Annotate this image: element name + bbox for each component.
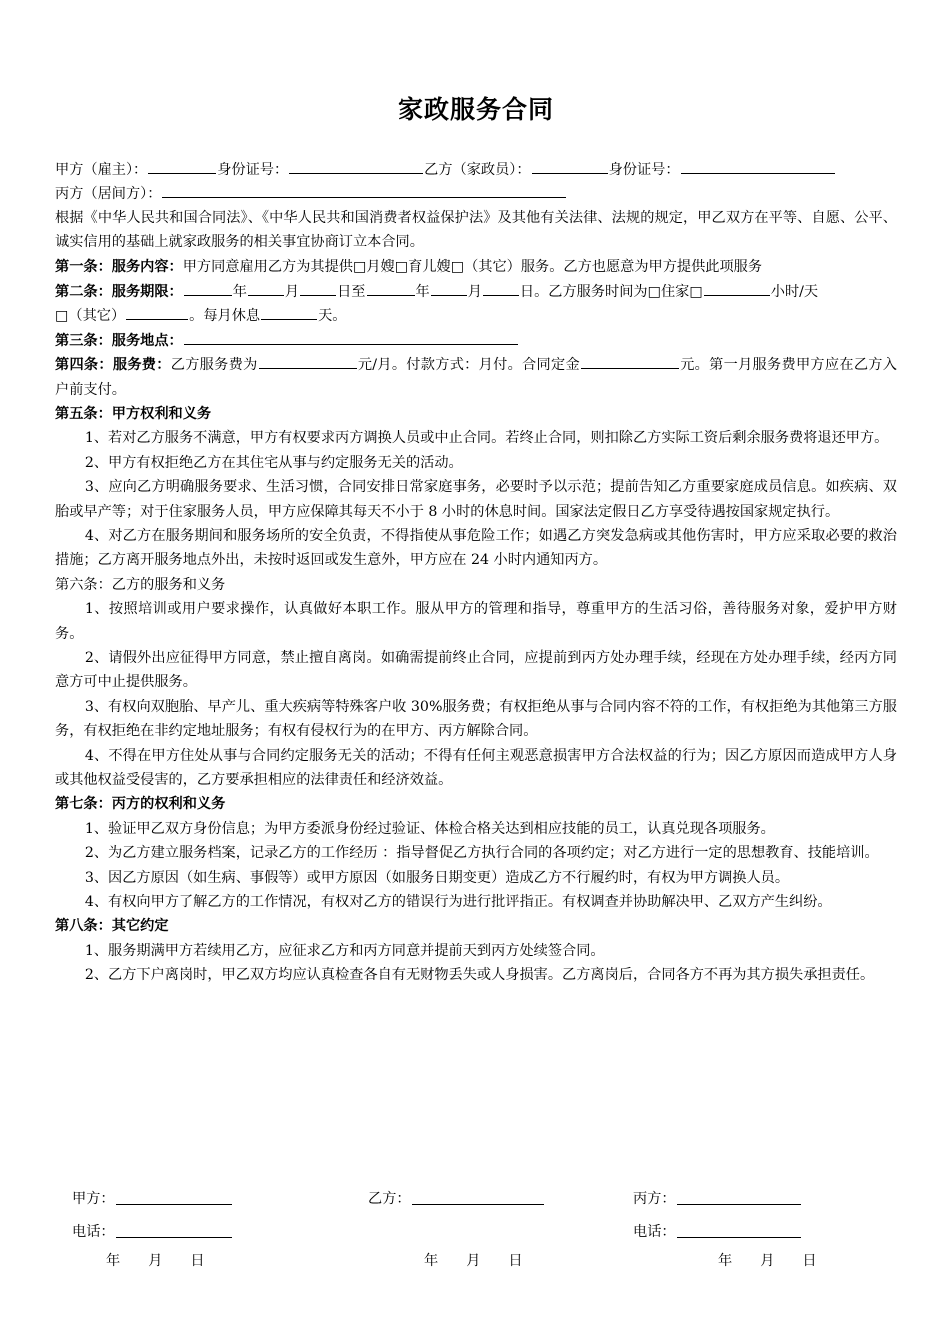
article-7-item: 3、因乙方原因（如生病、事假等）或甲方原因（如服务日期变更）造成乙方不行履约时，有权为甲方调换人员。 [84,869,790,886]
party-b-id-blank[interactable] [681,157,835,174]
hours-per-day-label: 小时/天 [770,283,819,300]
month-label: 月 [466,1253,481,1269]
party-c-signature [633,1188,802,1208]
year-label: 年 [424,1253,439,1269]
month-label: 月 [284,283,300,300]
party-b-signature [368,1188,545,1208]
year-label: 年 [232,283,247,300]
article-4-heading: 第四条：服务费： [55,357,171,374]
article-5-item: 1、若对乙方服务不满意，甲方有权要求丙方调换人员或中止合同。若终止合同，则扣除乙方实际工资后剩余服务费将退还甲方。 [84,430,889,447]
deposit-text: 元。第一月服务费甲方应在乙方入户前支付。 [55,357,897,398]
article-8-item: 2、乙方下户离岗时，甲乙双方均应认真检查各自有无财物丢失或人身损害。乙方离岗后，合同各方不再为其方损失承担责任。 [84,967,875,984]
day-label: 日 [190,1253,205,1269]
party-a-id-label: 身份证号： [217,162,289,178]
party-c-label: 丙方（居间方）： [55,186,162,203]
party-a-sign-label: 甲方： [72,1191,115,1207]
year-label: 年 [718,1253,733,1269]
parties-line [55,157,897,181]
day-to-label: 日至 [337,283,366,300]
end-month-blank[interactable] [431,279,467,296]
party-c-sign-label: 丙方： [633,1191,676,1207]
days-label: 天。 [318,308,347,325]
article-2-heading: 第二条：服务期限： [55,283,183,300]
article-7-heading: 第七条：丙方的权利和义务 [55,796,226,813]
article-2-line-1 [55,279,897,303]
party-a-phone [72,1221,233,1241]
party-b-name-blank[interactable] [532,157,608,174]
article-7-item: 4、有权向甲方了解乙方的工作情况，有权对乙方的错误行为进行批评指正。有权调查并协助解决甲、乙双方产生纠纷。 [84,894,832,911]
party-c-phone-blank[interactable] [677,1221,801,1238]
deposit-blank[interactable] [581,352,679,369]
article-5-item: 3、应向乙方明确服务要求、生活习惯，合同安排日常家庭事务，必要时予以示范；提前告知乙方重要家庭成员信息。如疾病、双胎或早产等；对于住家服务人员，甲方应保障其每天不小于 8 小时的休息时间。国家法定假日乙方享受待遇按国家规定执行。 [55,479,897,520]
article-5-heading: 第五条：甲方权利和义务 [55,405,212,422]
party-b-sign-blank[interactable] [412,1188,544,1205]
party-b-sign-label: 乙方： [368,1191,411,1207]
other-option-blank[interactable] [126,303,188,320]
day-label: 日 [802,1253,817,1269]
party-b-label: 乙方（家政员）： [424,162,531,178]
article-3 [55,328,897,352]
article-4 [55,352,897,402]
other-option-label: □（其它） [55,308,126,325]
party-c-name-blank[interactable] [162,181,566,198]
party-c-phone [633,1221,802,1241]
article-7-item: 1、验证甲乙双方身份信息；为甲方委派身份经过验证、体检合格关达到相应技能的员工，认真兑现各项服务。 [84,820,775,837]
article-2-line-2 [55,303,897,327]
article-5-item: 2、甲方有权拒绝乙方在其住宅从事与约定服务无关的活动。 [84,454,463,471]
year-label: 年 [106,1253,121,1269]
party-c-date [718,1250,817,1270]
article-6-heading: 第六条：乙方的服务和义务 [55,576,226,593]
monthly-rest-label: 。每月休息 [189,308,261,325]
party-a-phone-blank[interactable] [116,1221,232,1238]
end-year-blank[interactable] [367,279,415,296]
party-b-id-label: 身份证号： [608,162,680,178]
phone-label: 电话： [633,1224,676,1240]
party-b-date [424,1250,523,1270]
end-day-blank[interactable] [483,279,519,296]
article-6-item: 2、请假外出应征得甲方同意，禁止擅自离岗。如确需提前终止合同，应提前到丙方处办理手续，经现在方处办理手续，经丙方同意方可中止提供服务。 [55,650,897,691]
month-label: 月 [467,283,482,300]
party-a-date [106,1250,205,1270]
start-day-blank[interactable] [300,279,336,296]
fee-label: 乙方服务费为 [170,357,258,374]
year-label: 年 [415,283,430,300]
start-month-blank[interactable] [248,279,284,296]
month-label: 月 [148,1253,163,1269]
hours-per-day-blank[interactable] [704,279,770,296]
article-1-heading: 第一条：服务内容： [55,258,183,275]
day-label: 日 [508,1253,523,1269]
monthly-fee-blank[interactable] [259,352,357,369]
party-c-sign-blank[interactable] [677,1188,801,1205]
party-a-sign-blank[interactable] [116,1188,232,1205]
article-6-item: 4、不得在甲方住处从事与合同约定服务无关的活动；不得有任何主观恶意损害甲方合法权益的行为；因乙方原因而造成甲方人身或其他权益受侵害的，乙方要承担相应的法律责任和经济效益。 [55,747,897,789]
rest-days-blank[interactable] [261,303,317,320]
contract-body [55,157,897,988]
party-a-signature [72,1188,233,1208]
article-5-item: 4、对乙方在服务期间和服务场所的安全负责，不得指使从事危险工作；如遇乙方突发急病或其他伤害时，甲方应采取必要的救治措施；乙方离开服务地点外出，未按时返回或发生意外，甲方应在 24 小时内通知丙方。 [55,527,897,569]
page-title: 家政服务合同 [397,95,554,124]
party-a-name-blank[interactable] [148,157,216,174]
article-1 [55,255,897,279]
intro-paragraph: 根据《中华人民共和国合同法》、《中华人民共和国消费者权益保护法》及其他有关法律、法规的规定，甲乙双方在平等、自愿、公平、诚实信用的基础上就家政服务的相关事宜协商订立本合同。 [55,209,897,251]
party-a-id-blank[interactable] [289,157,423,174]
article-8-item: 1、服务期满甲方若续用乙方，应征求乙方和丙方同意并提前天到丙方处续签合同。 [84,942,605,959]
article-8-heading: 第八条：其它约定 [55,918,169,935]
party-c-line [55,181,897,205]
party-a-label: 甲方（雇主）： [55,162,148,178]
article-7-item: 2、为乙方建立服务档案，记录乙方的工作经历 ：指导督促乙方执行合同的各项约定；对乙方进行一定的思想教育、技能培训。 [84,845,879,862]
article-6-item: 1、按照培训或用户要求操作，认真做好本职工作。服从甲方的管理和指导，尊重甲方的生活习俗，善待服务对象，爱护甲方财务。 [55,601,897,642]
month-label: 月 [760,1253,775,1269]
service-address-blank[interactable] [184,328,518,345]
service-time-text: 日。乙方服务时间为□住家□ [519,283,703,300]
start-year-blank[interactable] [184,279,232,296]
phone-label: 电话： [72,1224,115,1240]
article-3-heading: 第三条：服务地点： [55,332,183,349]
article-6-item: 3、有权向双胞胎、早产儿、重大疾病等特殊客户收 30%服务费；有权拒绝从事与合同内容不符的工作，有权拒绝为其他第三方服务，有权拒绝在非约定地址服务；有权有侵权行为的在甲方、丙方解除合同。 [55,698,897,740]
article-1-text: 甲方同意雇用乙方为其提供□月嫂□育儿嫂□（其它）服务。乙方也愿意为甲方提供此项服务 [182,258,763,275]
fee-unit-text: 元/月。付款方式：月付。合同定金 [357,357,580,374]
